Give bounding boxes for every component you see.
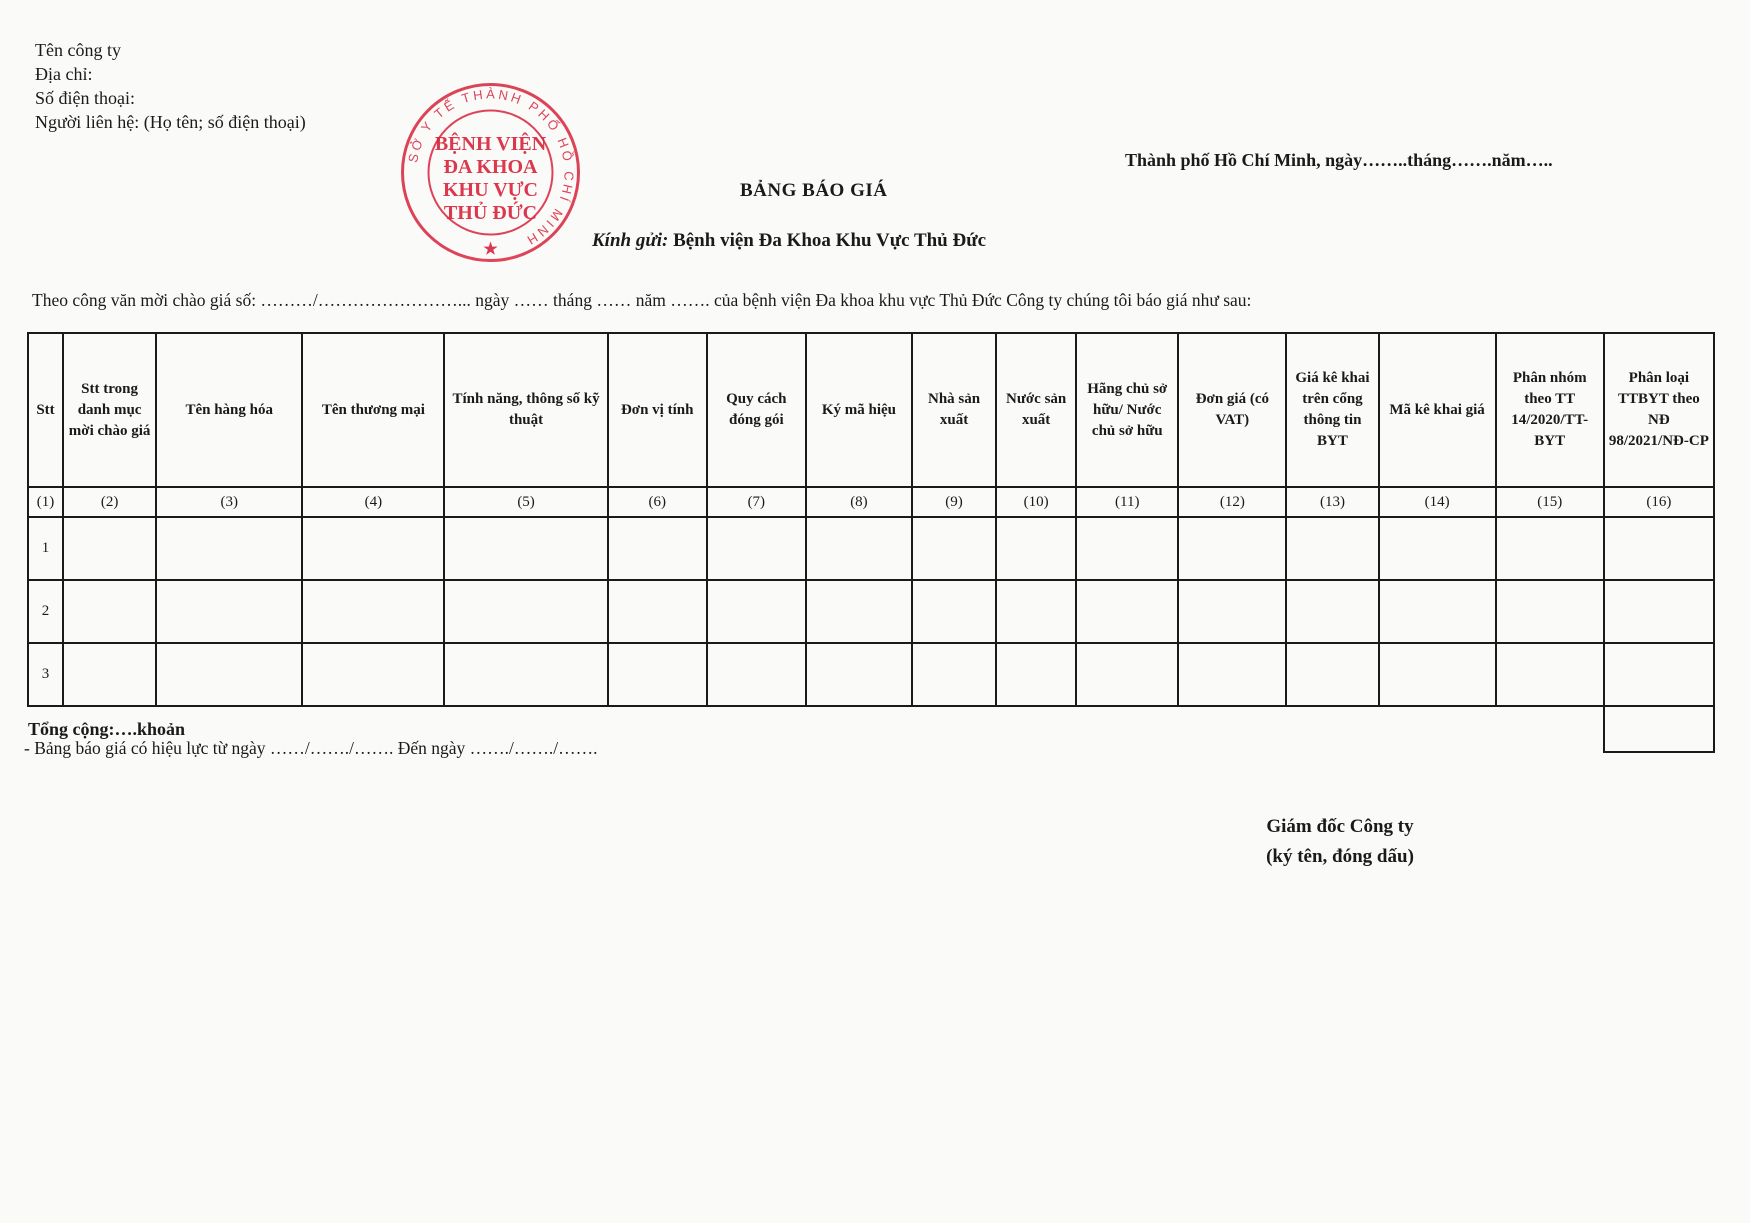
stamp-line-1: BỆNH VIỆN [434, 133, 547, 155]
company-name-label: Tên công ty [35, 40, 121, 60]
table-cell[interactable] [302, 643, 444, 706]
row-number: 3 [28, 643, 63, 706]
table-cell[interactable] [1178, 580, 1286, 643]
table-cell[interactable] [996, 517, 1076, 580]
table-cell[interactable] [608, 517, 707, 580]
table-cell[interactable] [444, 580, 607, 643]
total-label: Tổng cộng:….khoản [28, 706, 1604, 752]
column-number: (1) [28, 487, 63, 517]
column-number: (11) [1076, 487, 1178, 517]
column-number: (14) [1379, 487, 1496, 517]
table-cell[interactable] [912, 517, 996, 580]
table-cell[interactable] [608, 580, 707, 643]
table-cell[interactable] [806, 580, 912, 643]
column-header: Hãng chủ sở hữu/ Nước chủ sở hữu [1076, 333, 1178, 487]
table-cell[interactable] [1286, 580, 1378, 643]
signature-note: (ký tên, đóng dấu) [1266, 846, 1414, 867]
table-cell[interactable] [1286, 643, 1378, 706]
recipient-prefix: Kính gửi: [592, 230, 669, 251]
column-header: Đơn giá (có VAT) [1178, 333, 1286, 487]
table-cell[interactable] [1076, 517, 1178, 580]
table-cell[interactable] [912, 580, 996, 643]
column-header: Nhà sản xuất [912, 333, 996, 487]
table-cell[interactable] [1604, 517, 1714, 580]
table-cell[interactable] [1379, 643, 1496, 706]
column-header: Stt [28, 333, 63, 487]
signature-block [1240, 812, 1440, 872]
table-cell[interactable] [63, 580, 156, 643]
table-cell[interactable] [1076, 580, 1178, 643]
intro-paragraph: Theo công văn mời chào giá số: ………/……………………... ngày …… tháng …… năm ……. của bệnh viện Đa khoa khu vực Thủ Đức Công ty chúng tôi báo giá như sau: [32, 290, 1252, 310]
column-number: (5) [444, 487, 607, 517]
column-header: Phân nhóm theo TT 14/2020/TT-BYT [1496, 333, 1604, 487]
table-cell[interactable] [707, 643, 806, 706]
table-row [28, 643, 1714, 706]
table-cell[interactable] [1286, 517, 1378, 580]
table-cell[interactable] [63, 517, 156, 580]
table-cell[interactable] [806, 643, 912, 706]
stamp-line-3: KHU VỰC [443, 179, 538, 201]
column-number: (7) [707, 487, 806, 517]
table-cell[interactable] [1496, 517, 1604, 580]
table-cell[interactable] [444, 643, 607, 706]
table-cell[interactable] [1076, 643, 1178, 706]
table-cell[interactable] [1178, 517, 1286, 580]
table-cell[interactable] [1604, 643, 1714, 706]
column-header: Ký mã hiệu [806, 333, 912, 487]
table-row [28, 580, 1714, 643]
column-number: (16) [1604, 487, 1714, 517]
column-number: (9) [912, 487, 996, 517]
column-header: Tên hàng hóa [156, 333, 302, 487]
table-row [28, 517, 1714, 580]
table-cell[interactable] [156, 517, 302, 580]
column-header: Phân loại TTBYT theo NĐ 98/2021/NĐ-CP [1604, 333, 1714, 487]
table-cell[interactable] [302, 580, 444, 643]
total-value-cell[interactable] [1604, 706, 1714, 752]
column-number: (3) [156, 487, 302, 517]
column-number: (8) [806, 487, 912, 517]
column-header: Tên thương mại [302, 333, 444, 487]
table-cell[interactable] [63, 643, 156, 706]
table-cell[interactable] [707, 517, 806, 580]
validity-line: - Bảng báo giá có hiệu lực từ ngày ……/……./……. Đến ngày ……./……./……. [24, 738, 598, 758]
table-cell[interactable] [912, 643, 996, 706]
signature-title: Giám đốc Công ty [1266, 816, 1414, 837]
table-cell[interactable] [996, 580, 1076, 643]
column-header: Giá kê khai trên cổng thông tin BYT [1286, 333, 1378, 487]
stamp-line-4: THỦ ĐỨC [443, 202, 538, 224]
column-number: (2) [63, 487, 156, 517]
column-number-row [28, 487, 1714, 517]
company-phone-label: Số điện thoại: [35, 88, 135, 108]
table-cell[interactable] [1496, 580, 1604, 643]
company-contact-label: Người liên hệ: (Họ tên; số điện thoại) [35, 112, 306, 132]
table-cell[interactable] [1379, 517, 1496, 580]
column-number: (4) [302, 487, 444, 517]
stamp-star-icon: ★ [483, 241, 498, 258]
column-header: Nước sản xuất [996, 333, 1076, 487]
table-cell[interactable] [806, 517, 912, 580]
column-number: (10) [996, 487, 1076, 517]
table-cell[interactable] [444, 517, 607, 580]
column-header: Stt trong danh mục mời chào giá [63, 333, 156, 487]
column-number: (6) [608, 487, 707, 517]
place-date-line: Thành phố Hồ Chí Minh, ngày……..tháng…….năm….. [1125, 150, 1553, 170]
row-number: 2 [28, 580, 63, 643]
hospital-seal-stamp [398, 80, 583, 265]
document-title: BẢNG BÁO GIÁ [740, 180, 888, 201]
column-number: (12) [1178, 487, 1286, 517]
recipient-name: Bệnh viện Đa Khoa Khu Vực Thủ Đức [673, 230, 987, 251]
column-header: Đơn vị tính [608, 333, 707, 487]
column-header: Mã kê khai giá [1379, 333, 1496, 487]
company-address-label: Địa chỉ: [35, 64, 93, 84]
column-header: Quy cách đóng gói [707, 333, 806, 487]
table-cell[interactable] [1178, 643, 1286, 706]
table-cell[interactable] [1379, 580, 1496, 643]
table-header-row [28, 333, 1714, 487]
recipient-line [592, 230, 986, 252]
row-number: 1 [28, 517, 63, 580]
quotation-table [27, 332, 1715, 753]
column-header: Tính năng, thông số kỹ thuật [444, 333, 607, 487]
table-cell[interactable] [156, 580, 302, 643]
column-number: (15) [1496, 487, 1604, 517]
table-cell[interactable] [608, 643, 707, 706]
stamp-line-2: ĐA KHOA [443, 156, 538, 178]
stamp-ring-text: SỞ Y TẾ THÀNH PHỐ HỒ CHÍ MINH [405, 86, 577, 250]
column-number: (13) [1286, 487, 1378, 517]
table-cell[interactable] [1604, 580, 1714, 643]
table-cell[interactable] [302, 517, 444, 580]
company-info-block [35, 38, 306, 134]
table-cell[interactable] [156, 643, 302, 706]
table-cell[interactable] [707, 580, 806, 643]
table-cell[interactable] [996, 643, 1076, 706]
table-cell[interactable] [1496, 643, 1604, 706]
